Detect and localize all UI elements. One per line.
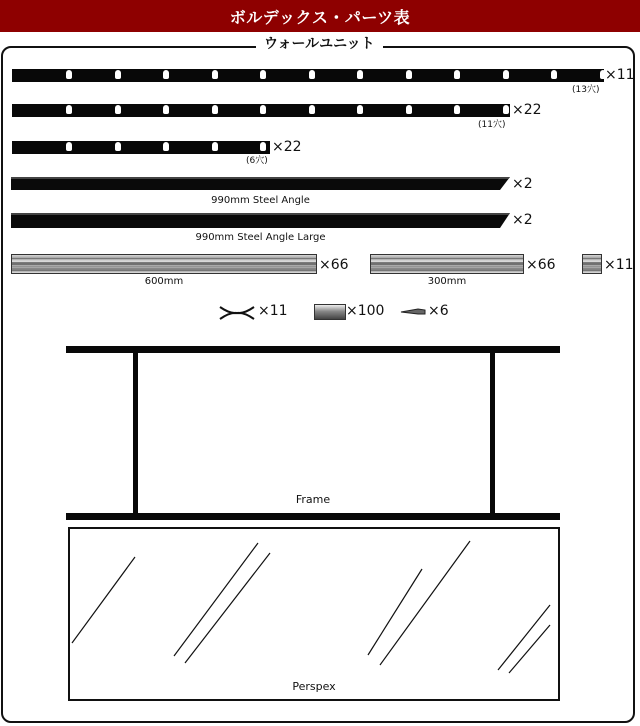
- bar-hole: [115, 70, 121, 79]
- bar-hole: [163, 142, 169, 151]
- steel-angle-bar: [11, 177, 510, 190]
- steel-angle-large-caption: 990mm Steel Angle Large: [195, 232, 326, 243]
- bar-hole: [357, 105, 363, 114]
- bar-hole: [115, 142, 121, 151]
- bar-6-note: (6穴): [246, 156, 268, 166]
- bar-11-note: (11穴): [478, 120, 506, 130]
- wood-small: [582, 254, 602, 274]
- bar-13-qty: ×11: [605, 67, 635, 83]
- bar-hole: [115, 105, 121, 114]
- steel-angle-caption: 990mm Steel Angle: [211, 195, 310, 206]
- wood-600mm-caption: 600mm: [144, 276, 184, 287]
- bar-hole: [551, 105, 557, 114]
- bar-hole: [212, 70, 218, 79]
- bar-hole: [212, 142, 218, 151]
- bar-hole: [163, 105, 169, 114]
- perspex-caption: Perspex: [292, 680, 336, 693]
- bar-hole: [503, 105, 509, 114]
- bar-hole: [309, 70, 315, 79]
- wood-small-qty: ×11: [604, 257, 634, 273]
- bar-hole: [454, 70, 460, 79]
- bar-13-note: (13穴): [572, 85, 600, 95]
- bar-hole: [212, 105, 218, 114]
- bar-hole: [551, 70, 557, 79]
- wood-600mm: [11, 254, 317, 274]
- header-bar: [0, 0, 640, 32]
- screw-qty: ×6: [428, 303, 449, 319]
- bar-hole: [357, 70, 363, 79]
- perforated-bar-6: [12, 141, 270, 154]
- connector-icon: [218, 304, 256, 322]
- bar-hole: [406, 70, 412, 79]
- bar-hole: [503, 70, 509, 79]
- steel-angle-large-qty: ×2: [512, 212, 533, 228]
- steel-angle-qty: ×2: [512, 176, 533, 192]
- bar-hole: [406, 105, 412, 114]
- bar-hole: [309, 142, 315, 151]
- wood-300mm: [370, 254, 524, 274]
- plate-qty: ×100: [346, 303, 385, 319]
- bar-hole: [260, 142, 266, 151]
- frame-caption: Frame: [295, 493, 331, 506]
- perspex-diagram: [68, 527, 560, 701]
- bar-hole: [260, 70, 266, 79]
- steel-angle-large-bar: [11, 213, 510, 228]
- bar-hole: [163, 70, 169, 79]
- perforated-bar-11: [12, 104, 510, 117]
- bar-hole: [66, 70, 72, 79]
- perforated-bar-13: [12, 69, 604, 82]
- wood-600mm-qty: ×66: [319, 257, 349, 273]
- bar-hole: [66, 105, 72, 114]
- plate-icon: [314, 304, 346, 320]
- wood-300mm-caption: 300mm: [427, 276, 467, 287]
- bar-6-qty: ×22: [272, 139, 302, 155]
- bar-hole: [309, 105, 315, 114]
- section-title: ウォールユニット: [256, 35, 383, 53]
- bar-hole: [454, 105, 460, 114]
- connector-qty: ×11: [258, 303, 288, 319]
- page-title: ボルデックス・パーツ表: [229, 7, 411, 27]
- wood-300mm-qty: ×66: [526, 257, 556, 273]
- bar-11-qty: ×22: [512, 102, 542, 118]
- bar-hole: [260, 105, 266, 114]
- screw-icon: [400, 306, 426, 316]
- bar-hole: [66, 142, 72, 151]
